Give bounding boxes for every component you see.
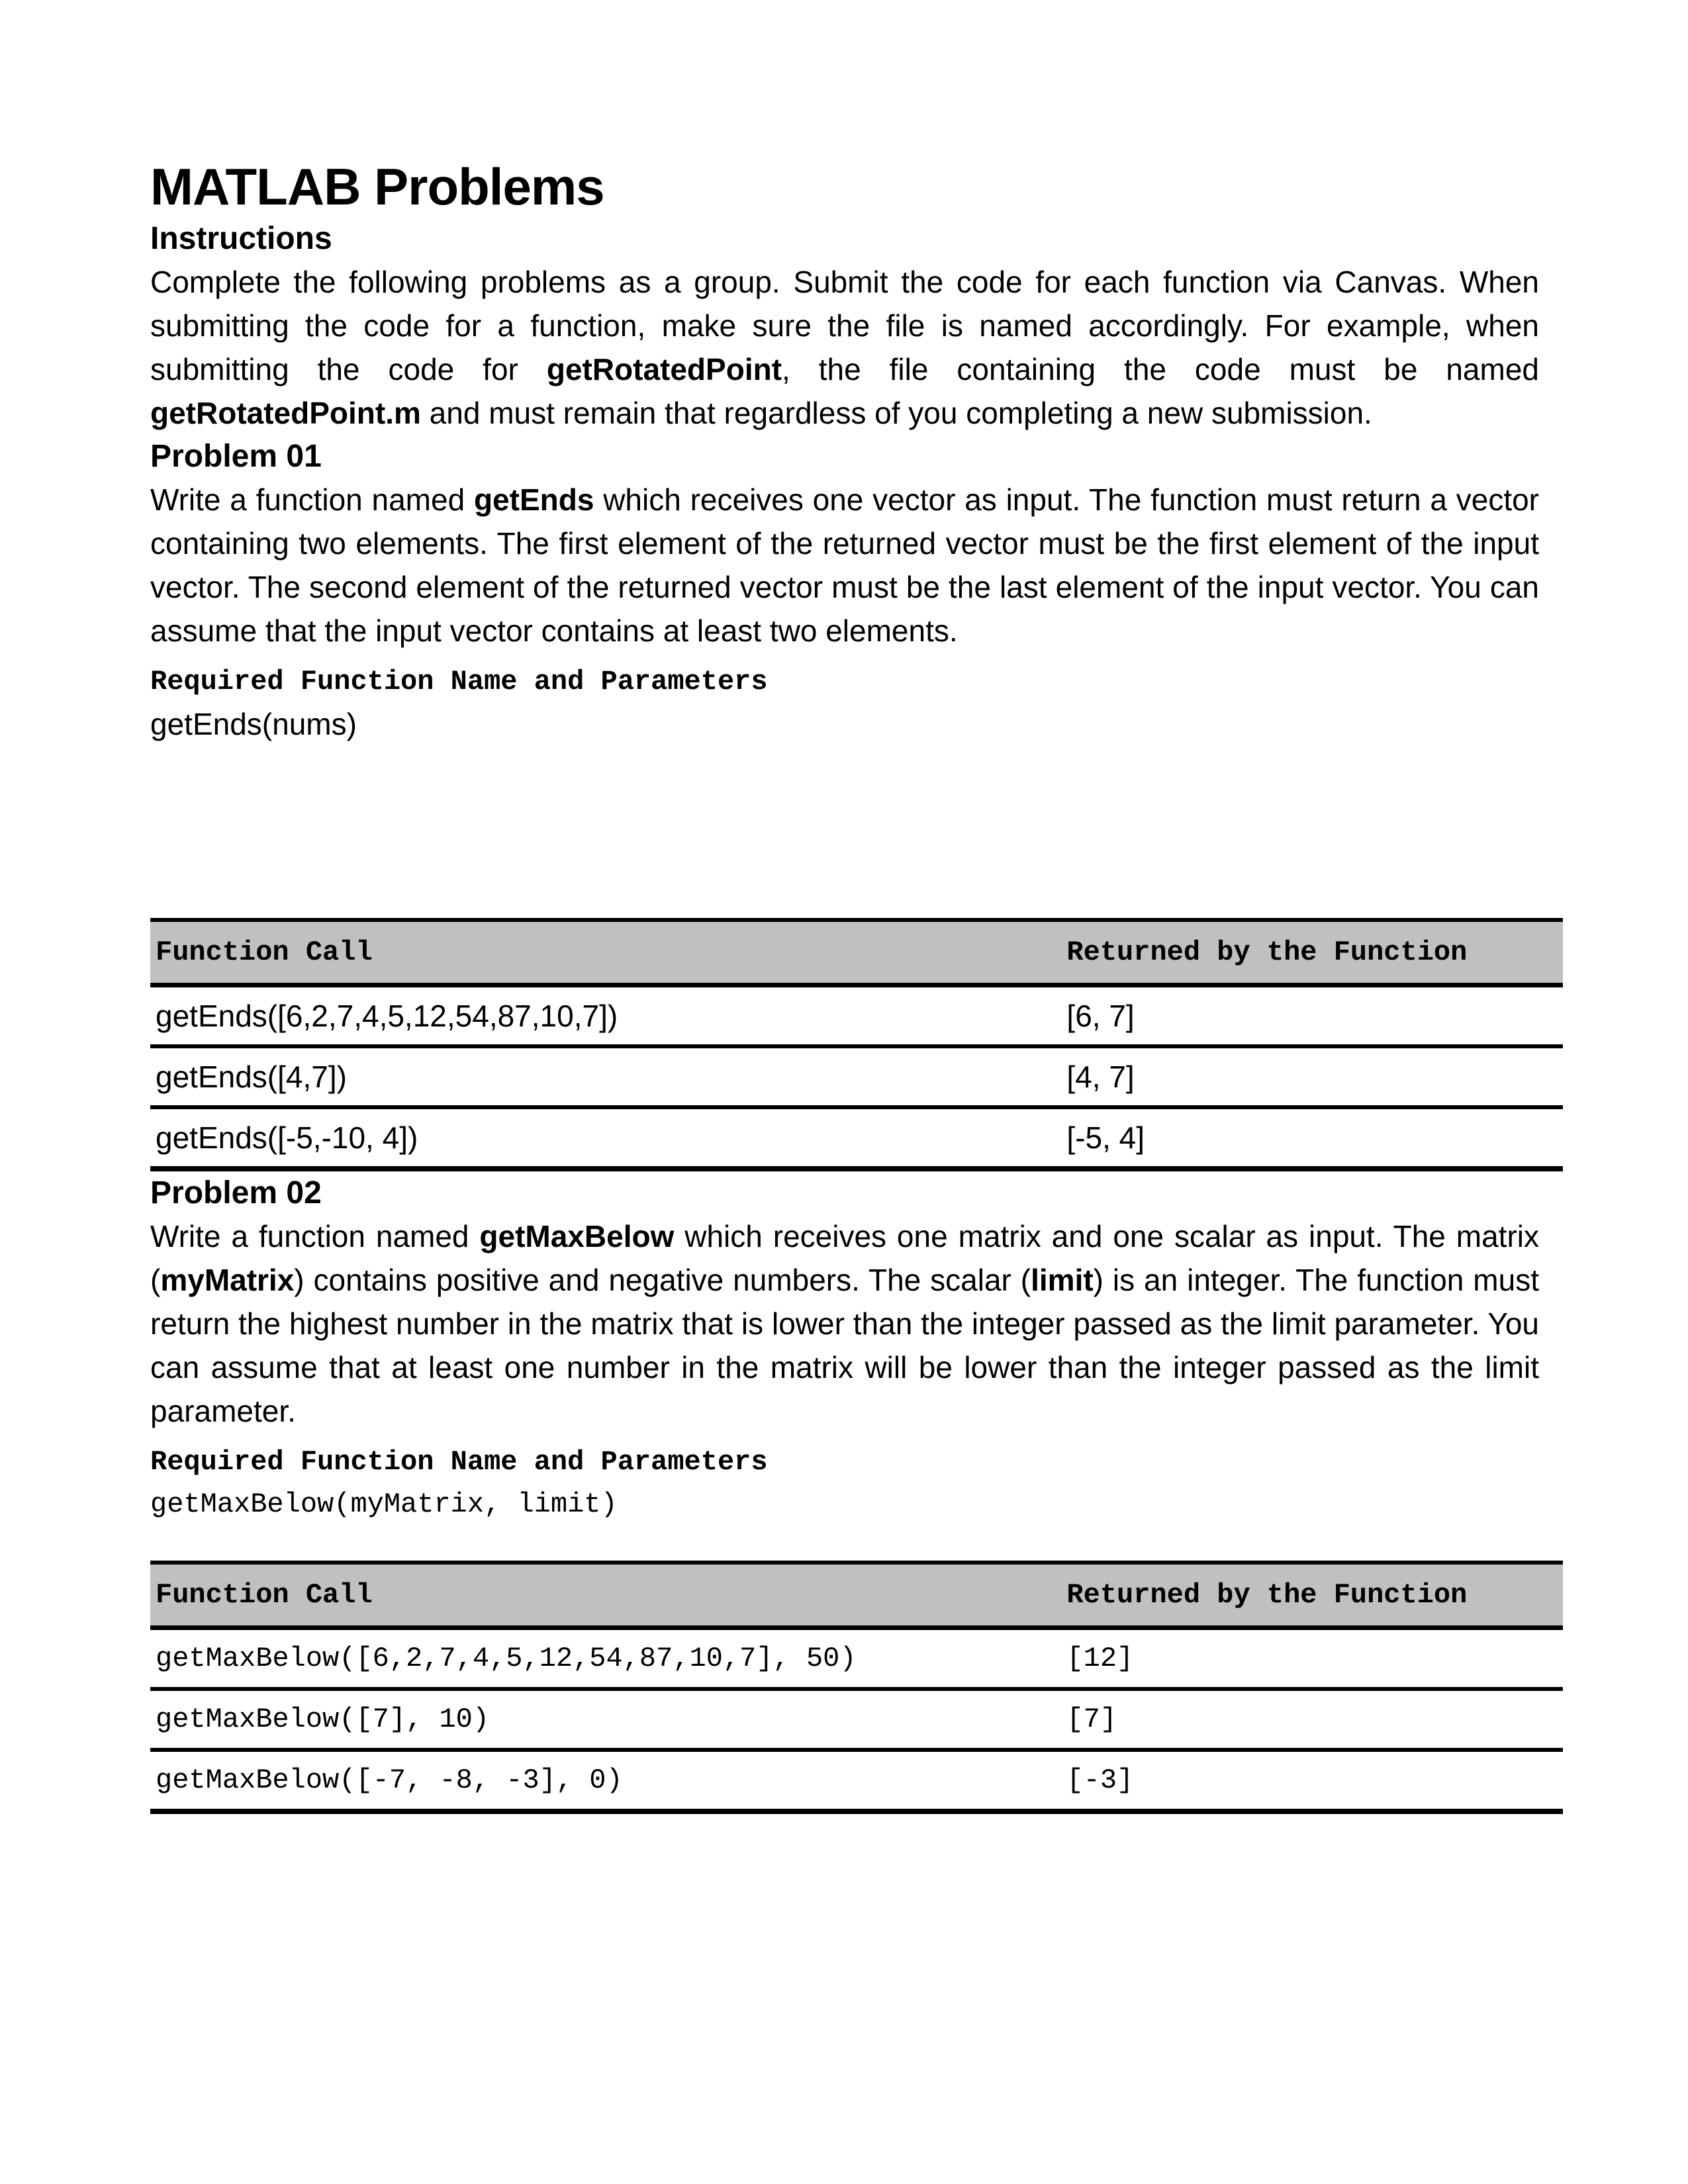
table-body xyxy=(150,985,1563,1169)
returned-value-cell: [6, 7] xyxy=(1061,985,1563,1046)
instructions-paragraph xyxy=(150,260,1539,435)
text-run: ) contains positive and negative numbers. The scalar ( xyxy=(294,1262,1031,1297)
problem-02-section xyxy=(150,1171,1539,1814)
table-body xyxy=(150,1627,1563,1811)
function-call-column-header: Function Call xyxy=(150,1563,1061,1628)
text-run: Complete the following problems as a group. Submit the code for each function via Canvas. When submitting the code for a function, make sure the file is named accordingly. For example, when submitting the code for xyxy=(150,264,1539,387)
text-run: and must remain that regardless of you completing a new submission. xyxy=(420,395,1372,430)
bold-text-run: getRotatedPoint xyxy=(546,351,782,387)
instructions-heading: Instructions xyxy=(150,220,332,256)
table-row xyxy=(150,1046,1563,1107)
returned-value-cell: [4, 7] xyxy=(1061,1046,1563,1107)
table-header-row xyxy=(150,920,1563,985)
table-row xyxy=(150,1627,1563,1689)
text-run: ) is an integer. The function must return the highest number in the matrix that is lower than the integer passed as the limit parameter. You can assume that at least one number in the matrix will be lower than the integer passed as the limit parameter. xyxy=(150,1262,1539,1428)
function-call-cell: getEnds([4,7]) xyxy=(150,1046,1061,1107)
returned-by-function-column-header: Returned by the Function xyxy=(1061,1563,1563,1628)
problem-01-examples-table xyxy=(150,918,1563,1171)
function-call-cell: getEnds([-5,-10, 4]) xyxy=(150,1107,1061,1169)
function-call-cell: getEnds([6,2,7,4,5,12,54,87,10,7]) xyxy=(150,985,1061,1046)
problem-01-heading: Problem 01 xyxy=(150,438,322,474)
bold-text-run: limit xyxy=(1031,1262,1094,1297)
text-run: Write a function named xyxy=(150,1218,480,1253)
returned-by-function-column-header: Returned by the Function xyxy=(1061,920,1563,985)
problem-02-required-function-heading: Required Function Name and Parameters xyxy=(150,1445,768,1478)
problem-02-description xyxy=(150,1214,1539,1433)
function-call-cell: getMaxBelow([-7, -8, -3], 0) xyxy=(150,1750,1061,1811)
table-row xyxy=(150,1107,1563,1169)
returned-value-cell: [12] xyxy=(1061,1627,1563,1689)
table-row xyxy=(150,1689,1563,1750)
bold-text-run: myMatrix xyxy=(160,1262,295,1297)
problem-02-examples-table xyxy=(150,1561,1563,1814)
returned-value-cell: [7] xyxy=(1061,1689,1563,1750)
text-run: , the file containing the code must be named xyxy=(782,351,1540,387)
bold-text-run: getEnds xyxy=(473,482,594,517)
returned-value-cell: [-3] xyxy=(1061,1750,1563,1811)
function-call-column-header: Function Call xyxy=(150,920,1061,985)
table-row xyxy=(150,1750,1563,1811)
problem-02-function-signature: getMaxBelow(myMatrix, limit) xyxy=(150,1488,618,1520)
text-run: which receives one vector as input. The function must return a vector containing two elements. The first element of the returned vector must be the first element of the input vector. The second element of the returned vector must be the last element of the input vector. You can assume that the input vector contains at least two elements. xyxy=(150,482,1539,648)
text-run: Write a function named xyxy=(150,482,474,517)
table-header-row xyxy=(150,1563,1563,1628)
problem-01-required-function-heading: Required Function Name and Parameters xyxy=(150,665,768,698)
bold-text-run: getRotatedPoint.m xyxy=(150,395,421,430)
problem-01-section xyxy=(150,435,1539,1171)
document-title: MATLAB Problems xyxy=(150,158,604,216)
bold-text-run: getMaxBelow xyxy=(479,1218,675,1253)
text-run: which receives one matrix and one scalar as input. The matrix ( xyxy=(150,1218,1539,1297)
function-call-cell: getMaxBelow([7], 10) xyxy=(150,1689,1061,1750)
function-call-cell: getMaxBelow([6,2,7,4,5,12,54,87,10,7], 50) xyxy=(150,1627,1061,1689)
problem-01-function-signature: getEnds(nums) xyxy=(150,706,357,741)
returned-value-cell: [-5, 4] xyxy=(1061,1107,1563,1169)
table-row xyxy=(150,985,1563,1046)
problem-02-heading: Problem 02 xyxy=(150,1175,322,1210)
problem-01-description xyxy=(150,478,1539,653)
